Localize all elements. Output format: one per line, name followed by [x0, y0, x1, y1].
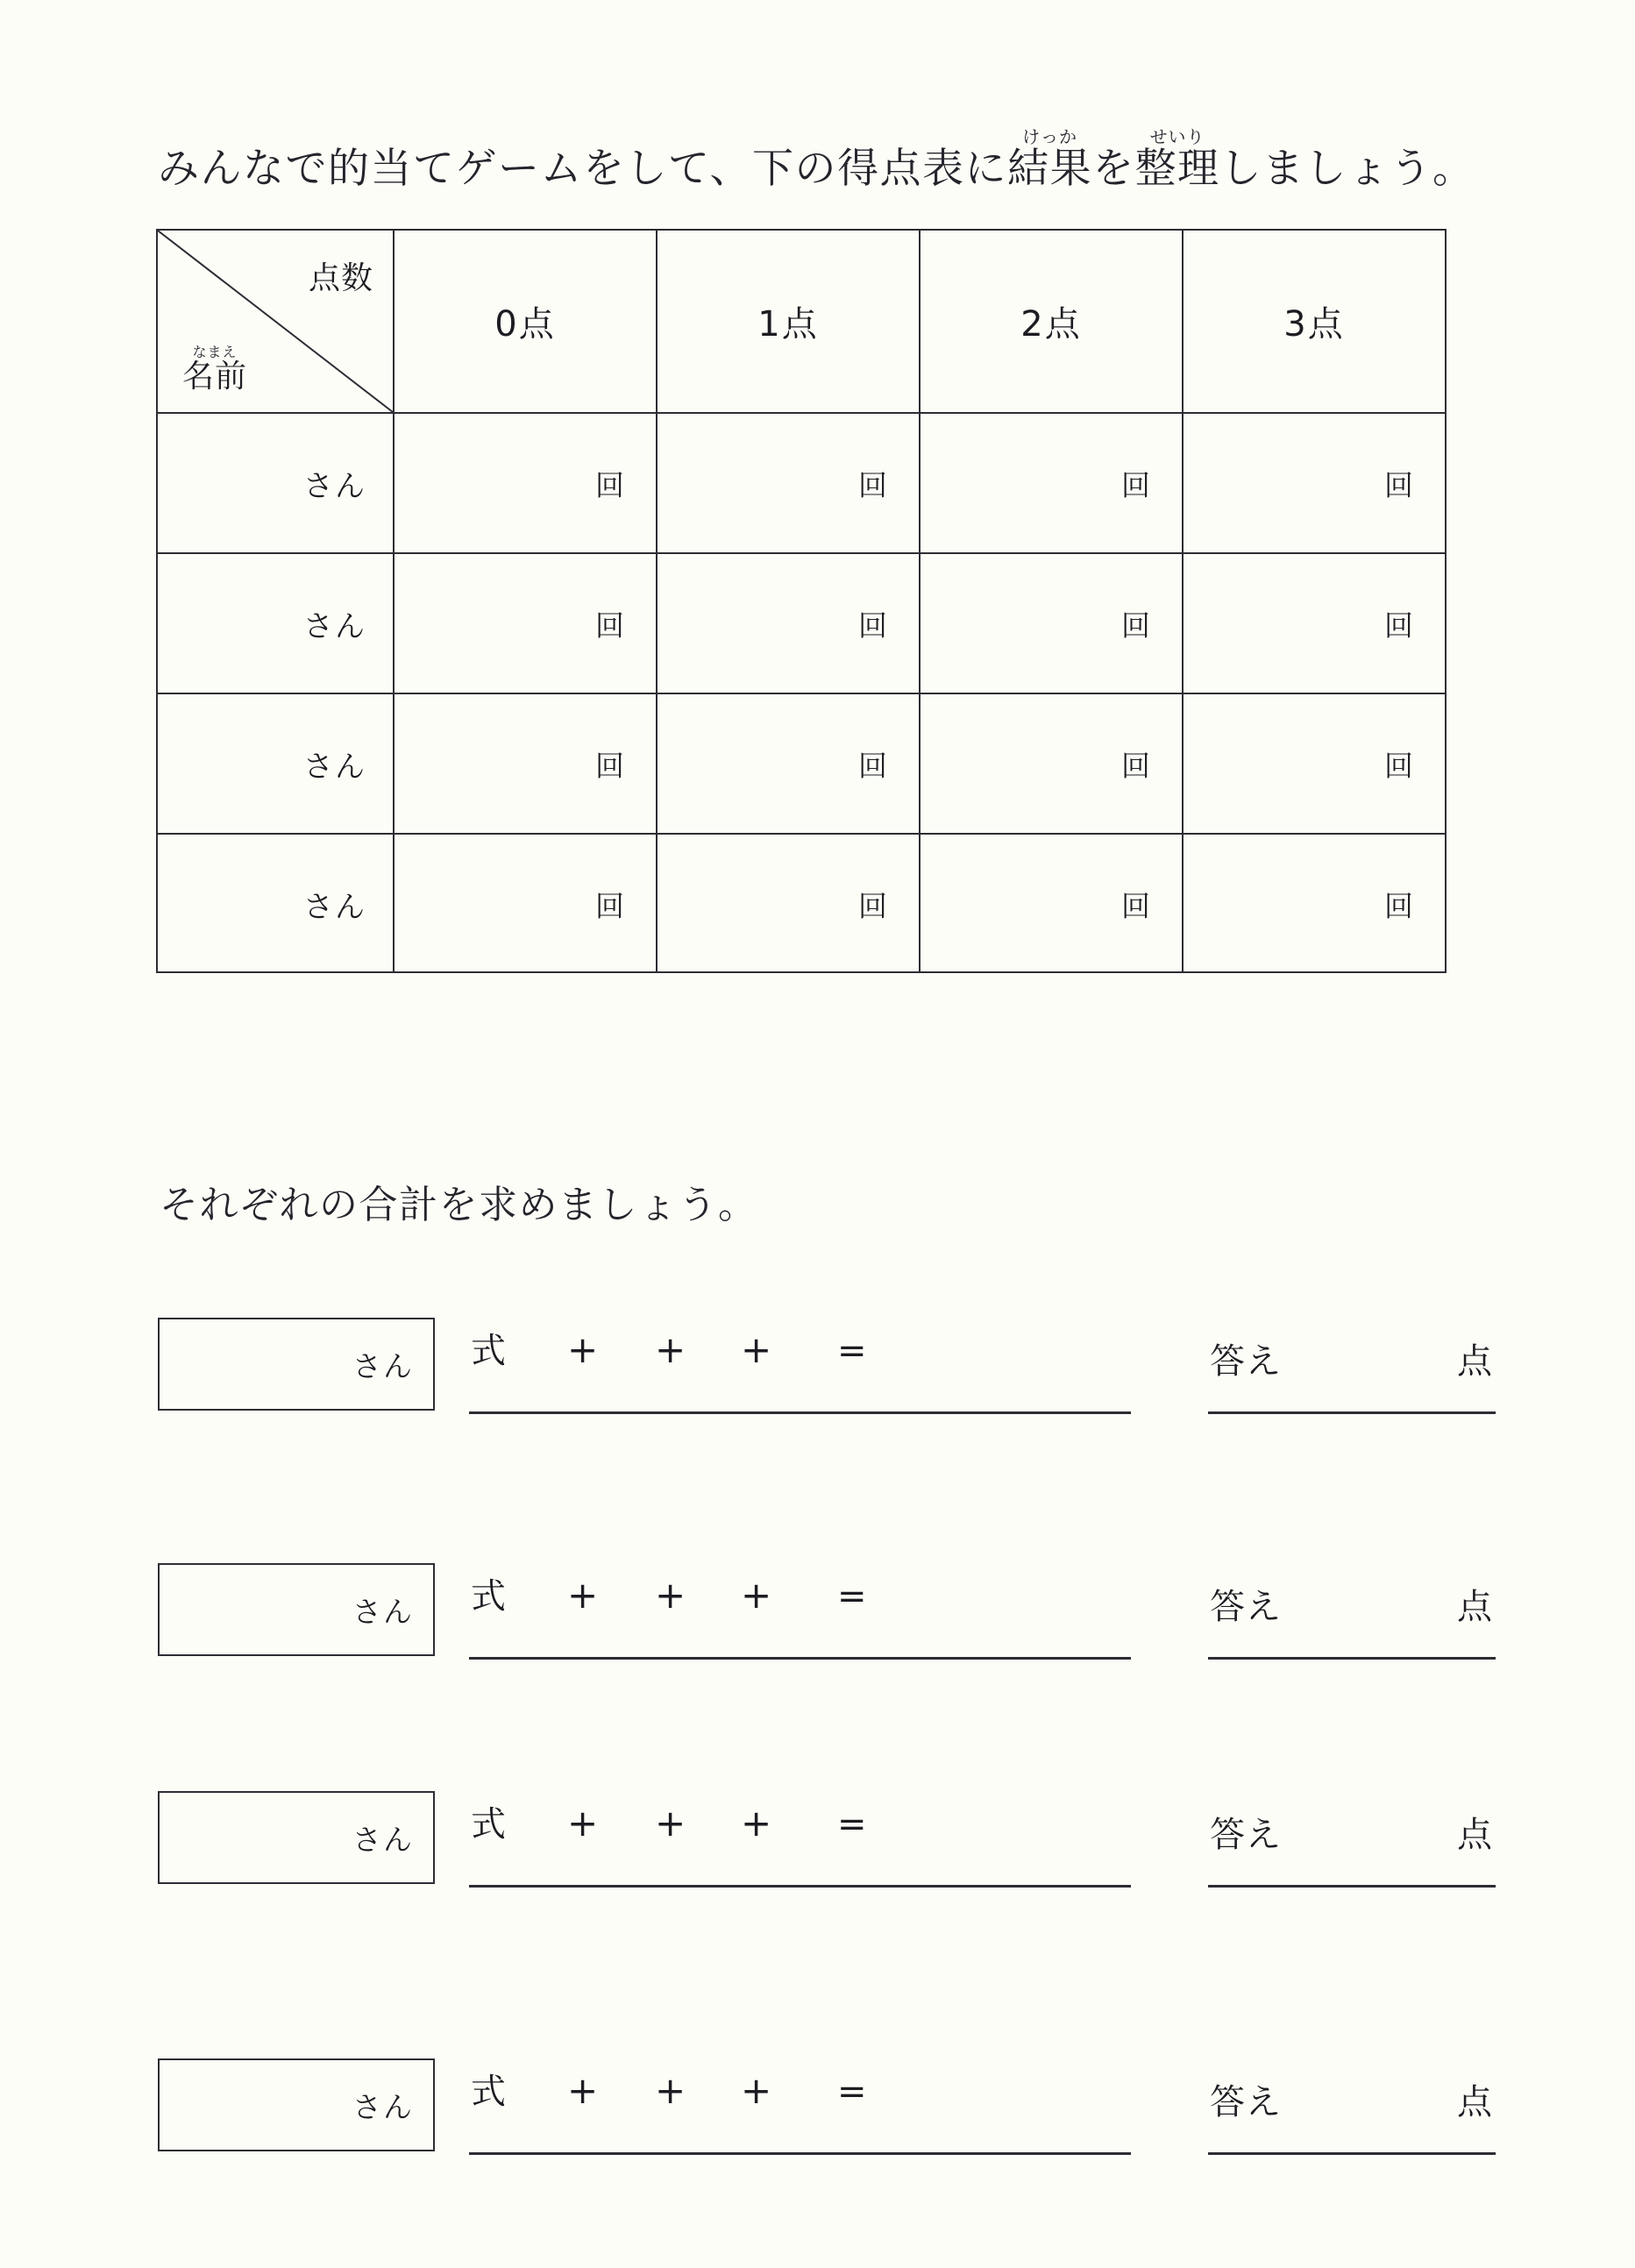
- kotae-label: 答え: [1210, 1587, 1282, 1627]
- shiki-label: 式: [471, 1331, 506, 1371]
- corner-name-kanji: 名前: [182, 359, 248, 395]
- ten-unit-label: 点: [1457, 1587, 1492, 1627]
- column-header-label: 3点: [1283, 304, 1345, 345]
- kai-unit-label: 回: [595, 467, 624, 502]
- ten-unit-label: 点: [1457, 1815, 1492, 1855]
- table-row[interactable]: [158, 693, 1445, 833]
- plus-operator: +: [741, 1802, 772, 1845]
- plus-operator: +: [655, 1802, 686, 1845]
- count-cell-1ten[interactable]: [656, 835, 919, 973]
- column-header-label: 1点: [757, 304, 819, 345]
- answer-row: [158, 1791, 1525, 1895]
- kanji-kekka-with-furigana: [1007, 126, 1093, 193]
- answer-entry-line[interactable]: [1208, 1318, 1496, 1414]
- count-cell-2ten[interactable]: [919, 554, 1182, 693]
- instruction-1-part-d: しましょう。: [1219, 145, 1475, 193]
- answer-name-box[interactable]: [158, 2058, 435, 2151]
- answer-name-box[interactable]: [158, 1563, 435, 1656]
- kanji-seiri-with-furigana: [1134, 126, 1220, 193]
- ten-unit-label: 点: [1457, 2082, 1492, 2122]
- count-cell-0ten[interactable]: [393, 554, 656, 693]
- shiki-label: 式: [471, 1576, 506, 1617]
- count-cell-2ten[interactable]: [919, 694, 1182, 833]
- plus-operator: +: [567, 1574, 599, 1617]
- table-header-row: [158, 231, 1445, 412]
- column-header-label: 2点: [1020, 304, 1082, 345]
- corner-name-label: [182, 344, 247, 396]
- worksheet-instruction-1: [158, 110, 1560, 193]
- worksheet-instruction-2: それぞれの合計を求めましょう。: [160, 1183, 758, 1227]
- instruction-1-text: [158, 126, 1475, 193]
- name-entry-cell[interactable]: [158, 835, 393, 973]
- formula-entry-line[interactable]: [469, 2058, 1131, 2155]
- count-cell-3ten[interactable]: [1182, 694, 1445, 833]
- plus-operator: +: [567, 1328, 599, 1371]
- ten-unit-label: 点: [1457, 1341, 1492, 1382]
- answer-entry-line[interactable]: [1208, 2058, 1496, 2155]
- equals-operator: =: [837, 1331, 867, 1371]
- column-header-label: 0点: [494, 304, 556, 345]
- shiki-label: 式: [471, 1804, 506, 1845]
- name-suffix-label: さん: [352, 2089, 414, 2124]
- furigana-seiri: せいり: [1134, 126, 1220, 147]
- count-cell-1ten[interactable]: [656, 694, 919, 833]
- answer-row: [158, 1563, 1525, 1667]
- plus-operator: +: [741, 2069, 772, 2112]
- count-cell-0ten[interactable]: [393, 694, 656, 833]
- kanji-kekka: 結果: [1007, 145, 1093, 193]
- answer-name-box[interactable]: [158, 1791, 435, 1884]
- answer-name-box[interactable]: [158, 1318, 435, 1411]
- answer-row: [158, 2058, 1525, 2162]
- instruction-1-part-a: みんなで的当てゲームをして、下の: [158, 145, 838, 193]
- kai-unit-label: 回: [1384, 608, 1413, 643]
- name-suffix-label: さん: [352, 1822, 414, 1857]
- answer-row: [158, 1318, 1525, 1421]
- column-header-2ten: [919, 231, 1182, 412]
- corner-name-furigana: なまえ: [182, 344, 248, 360]
- count-cell-3ten[interactable]: [1182, 554, 1445, 693]
- kai-unit-label: 回: [595, 888, 624, 923]
- answer-entry-line[interactable]: [1208, 1563, 1496, 1660]
- kai-unit-label: 回: [1121, 748, 1150, 783]
- table-row[interactable]: [158, 412, 1445, 552]
- score-table: [156, 229, 1447, 973]
- kai-unit-label: 回: [858, 467, 887, 502]
- answer-entry-line[interactable]: [1208, 1791, 1496, 1888]
- name-suffix-label: さん: [352, 1594, 414, 1629]
- equals-operator: =: [837, 2072, 867, 2112]
- formula-entry-line[interactable]: [469, 1563, 1131, 1660]
- formula-entry-line[interactable]: [469, 1318, 1131, 1414]
- plus-operator: +: [741, 1328, 772, 1371]
- count-cell-1ten[interactable]: [656, 414, 919, 552]
- kanji-seiri: 整理: [1134, 145, 1220, 193]
- column-header-1ten: [656, 231, 919, 412]
- kai-unit-label: 回: [595, 748, 624, 783]
- instruction-1-part-b: 得点表に: [837, 145, 1008, 193]
- column-header-3ten: [1182, 231, 1445, 412]
- kai-unit-label: 回: [1384, 467, 1413, 502]
- shiki-label: 式: [471, 2072, 506, 2112]
- kotae-label: 答え: [1210, 2082, 1282, 2122]
- name-suffix-label: さん: [303, 468, 366, 504]
- kai-unit-label: 回: [1384, 888, 1413, 923]
- equals-operator: =: [837, 1576, 867, 1617]
- plus-operator: +: [655, 2069, 686, 2112]
- name-suffix-label: さん: [303, 608, 366, 644]
- count-cell-2ten[interactable]: [919, 414, 1182, 552]
- plus-operator: +: [655, 1574, 686, 1617]
- kai-unit-label: 回: [1121, 467, 1150, 502]
- column-header-0ten: [393, 231, 656, 412]
- name-suffix-label: さん: [303, 889, 366, 925]
- plus-operator: +: [655, 1328, 686, 1371]
- name-entry-cell[interactable]: [158, 414, 393, 552]
- kai-unit-label: 回: [1121, 608, 1150, 643]
- plus-operator: +: [741, 1574, 772, 1617]
- kai-unit-label: 回: [858, 748, 887, 783]
- kai-unit-label: 回: [858, 888, 887, 923]
- kai-unit-label: 回: [1121, 888, 1150, 923]
- name-suffix-label: さん: [352, 1348, 414, 1383]
- kai-unit-label: 回: [595, 608, 624, 643]
- name-entry-cell[interactable]: [158, 554, 393, 693]
- table-row[interactable]: [158, 833, 1445, 973]
- plus-operator: +: [567, 2069, 599, 2112]
- kotae-label: 答え: [1210, 1341, 1282, 1382]
- count-cell-3ten[interactable]: [1182, 414, 1445, 552]
- count-cell-0ten[interactable]: [393, 835, 656, 973]
- formula-entry-line[interactable]: [469, 1791, 1131, 1888]
- count-cell-3ten[interactable]: [1182, 835, 1445, 973]
- table-corner-header-cell: [158, 231, 393, 412]
- kai-unit-label: 回: [858, 608, 887, 643]
- count-cell-2ten[interactable]: [919, 835, 1182, 973]
- furigana-kekka: けっか: [1007, 126, 1093, 147]
- kotae-label: 答え: [1210, 1815, 1282, 1855]
- corner-points-label: 点数: [308, 260, 373, 296]
- name-entry-cell[interactable]: [158, 694, 393, 833]
- plus-operator: +: [567, 1802, 599, 1845]
- kai-unit-label: 回: [1384, 748, 1413, 783]
- count-cell-1ten[interactable]: [656, 554, 919, 693]
- equals-operator: =: [837, 1804, 867, 1845]
- table-row[interactable]: [158, 552, 1445, 693]
- name-suffix-label: さん: [303, 749, 366, 785]
- instruction-1-part-c: を: [1092, 145, 1135, 193]
- count-cell-0ten[interactable]: [393, 414, 656, 552]
